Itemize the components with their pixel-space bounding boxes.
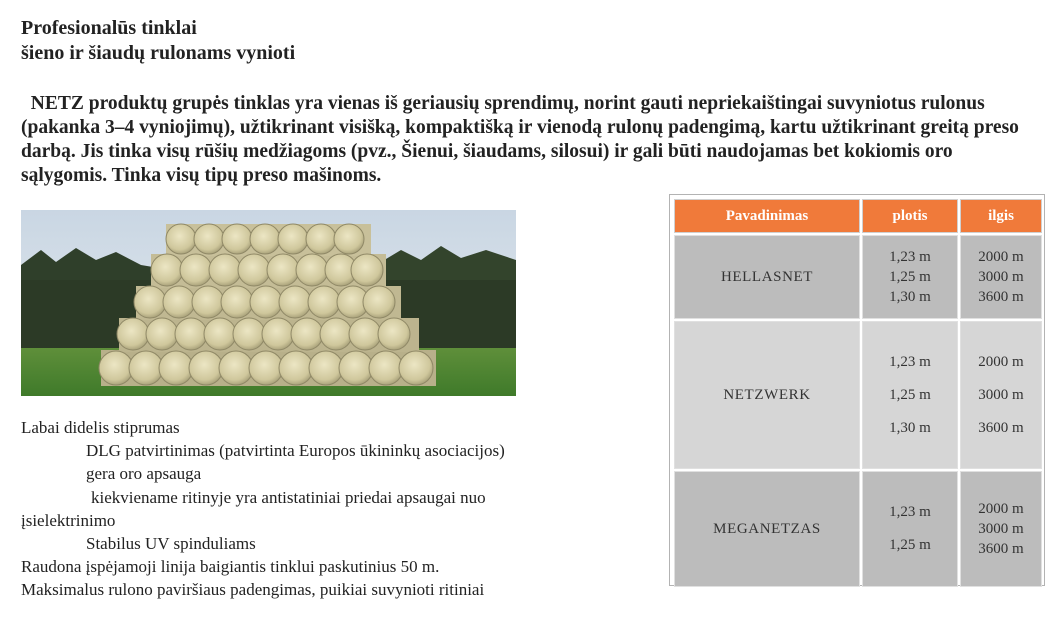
product-table (672, 197, 1044, 589)
length-value: 3600 m (978, 541, 1024, 557)
hay-bales-photo (21, 210, 516, 396)
length-value: 2000 m (978, 501, 1024, 517)
product-widths (862, 321, 958, 469)
width-value: 1,30 m (889, 289, 931, 305)
width-value: 1,25 m (889, 537, 931, 553)
width-value: 1,23 m (889, 504, 931, 520)
intro-paragraph (21, 92, 1021, 188)
title-line-2: šieno ir šiaudų rulonams vynioti (21, 42, 296, 64)
header-width: plotis (862, 199, 958, 233)
product-lengths (960, 471, 1042, 587)
width-value: 1,23 m (889, 249, 931, 265)
table-row (674, 471, 1042, 587)
feature-item: DLG patvirtinimas (patvirtinta Europos ūkininkų asociacijos) (86, 441, 505, 461)
length-value: 2000 m (978, 353, 1024, 370)
length-value: 3600 m (978, 419, 1024, 436)
width-value: 1,25 m (889, 386, 931, 403)
feature-item: Maksimalus rulono paviršiaus padengimas, puikiai suvynioti ritiniai (21, 580, 485, 600)
intro-text: NETZ produktų grupės tinklas yra vienas iš geriausių sprendimų, norint gauti nepriekaištingai suvyniotus rulonus (pakanka 3–4 vyniojimų), užtikrinant visišką, kompaktišką ir vienodą rulonų padengimą, kartu užtikrinant greitą preso darbą. Jis tinka visų rūšių medžiagoms (pvz., Šienui, šiaudams, silosui) ir gali būti naudojamas bet kokiomis oro sąlygomis. Tinka visų tipų preso mašinoms. (21, 93, 1019, 186)
length-value: 2000 m (978, 249, 1024, 265)
length-value: 3000 m (978, 386, 1024, 403)
width-value: 1,23 m (889, 353, 931, 370)
product-name: NETZWERK (674, 321, 860, 469)
table-row (674, 235, 1042, 319)
width-value: 1,25 m (889, 269, 931, 285)
product-widths (862, 471, 958, 587)
feature-item: Stabilus UV spinduliams (86, 534, 256, 554)
feature-item: Labai didelis stiprumas (21, 418, 180, 437)
table-header-row (674, 199, 1042, 233)
product-table-container (669, 194, 1045, 586)
feature-item: gera oro apsauga (86, 464, 202, 484)
product-lengths (960, 321, 1042, 469)
features-list (21, 416, 621, 602)
title-line-1: Profesionalūs tinklai (21, 17, 197, 39)
product-widths (862, 235, 958, 319)
product-lengths (960, 235, 1042, 319)
hay-bales-illustration (21, 210, 516, 396)
feature-item: Raudona įspėjamoji linija baigiantis tinklui paskutinius 50 m. (21, 557, 440, 577)
product-name: MEGANETZAS (674, 471, 860, 587)
length-value: 3000 m (978, 521, 1024, 537)
feature-item: kiekviename ritinyje yra antistatiniai priedai apsaugai nuo (91, 487, 486, 507)
length-value: 3600 m (978, 289, 1024, 305)
feature-item: įsielektrinimo (21, 510, 116, 530)
header-name: Pavadinimas (674, 199, 860, 233)
table-row (674, 321, 1042, 469)
length-value: 3000 m (978, 269, 1024, 285)
header-length: ilgis (960, 199, 1042, 233)
page-title (21, 16, 295, 66)
width-value: 1,30 m (889, 419, 931, 436)
product-name: HELLASNET (674, 235, 860, 319)
